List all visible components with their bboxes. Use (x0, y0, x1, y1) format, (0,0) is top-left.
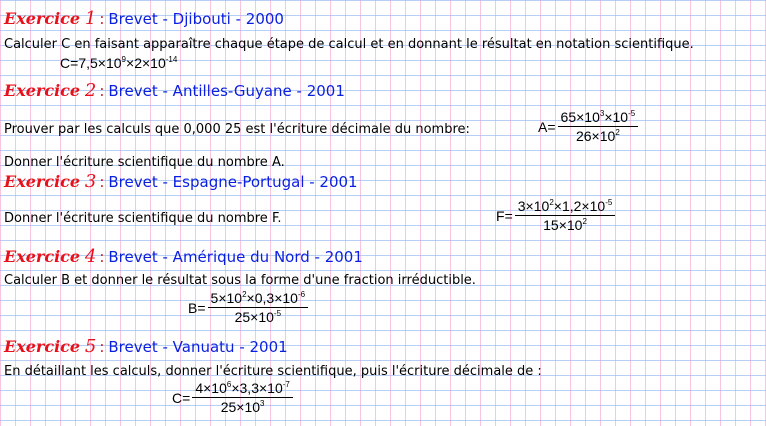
exercise-number: 1 (84, 8, 97, 29)
exercise-3-title: Exercice 3 : Brevet - Espagne-Portugal - 2001 (4, 171, 358, 192)
exercise-4-formula: B= $\frac{5\times 10^2\times 0,3\times 10^{-6}}{25\times 10^{-5}}$ (188, 290, 308, 325)
exercise-number: 3 (84, 171, 97, 192)
exercise-3-formula: F= $\frac{3\times 10^2\times 1,2\times 10^{-5}}{15\times 10^2}$ (496, 198, 615, 233)
exercise-2-formula: A= $\frac{65\times 10^3\times 10^{-5}}{26\times 10^2}$ (538, 109, 638, 144)
exercise-1-formula: $C=7,5\times 10^9\times 2\times 10^{-14}$ (60, 55, 178, 71)
exercise-4-statement: Calculer B et donner le résultat sous la forme d'une fraction irréductible. (4, 273, 476, 288)
exercise-number: 5 (84, 336, 97, 357)
exercise-label: Exercice (4, 247, 81, 266)
exercise-1-title: Exercice 1 : Brevet - Djibouti - 2000 (4, 8, 284, 29)
exercise-source: Brevet - Vanuatu - 2001 (108, 338, 288, 356)
exercise-number: 4 (84, 246, 97, 267)
exercise-1-statement: Calculer C en faisant apparaître chaque étape de calcul et en donnant le résultat en notation scientifique. (4, 37, 694, 52)
exercise-2-statement: Prouver par les calculs que 0,000 25 est l'écriture décimale du nombre: (4, 122, 470, 137)
exercise-3-statement: Donner l'écriture scientifique du nombre F. (4, 211, 282, 226)
exercise-label: Exercice (4, 9, 81, 28)
exercise-5-formula: C= $\frac{4\times 10^6\times 3,3\times 10^{-7}}{25\times 10^3}$ (172, 380, 293, 415)
exercise-number: 2 (84, 80, 97, 101)
exercise-4-title: Exercice 4 : Brevet - Amérique du Nord - 2001 (4, 246, 363, 267)
exercise-label: Exercice (4, 172, 81, 191)
exercise-label: Exercice (4, 81, 81, 100)
exercise-2-question: Donner l'écriture scientifique du nombre A. (4, 155, 285, 170)
exercise-5-title: Exercice 5 : Brevet - Vanuatu - 2001 (4, 336, 288, 357)
exercise-source: Brevet - Antilles-Guyane - 2001 (108, 82, 345, 100)
exercise-5-statement: En détaillant les calculs, donner l'écriture scientifique, puis l'écriture décimale de : (4, 364, 542, 379)
exercise-source: Brevet - Djibouti - 2000 (108, 10, 284, 28)
exercise-label: Exercice (4, 337, 81, 356)
exercise-source: Brevet - Amérique du Nord - 2001 (108, 248, 363, 266)
exercise-source: Brevet - Espagne-Portugal - 2001 (108, 173, 358, 191)
exercise-2-title: Exercice 2 : Brevet - Antilles-Guyane - 2001 (4, 80, 345, 101)
